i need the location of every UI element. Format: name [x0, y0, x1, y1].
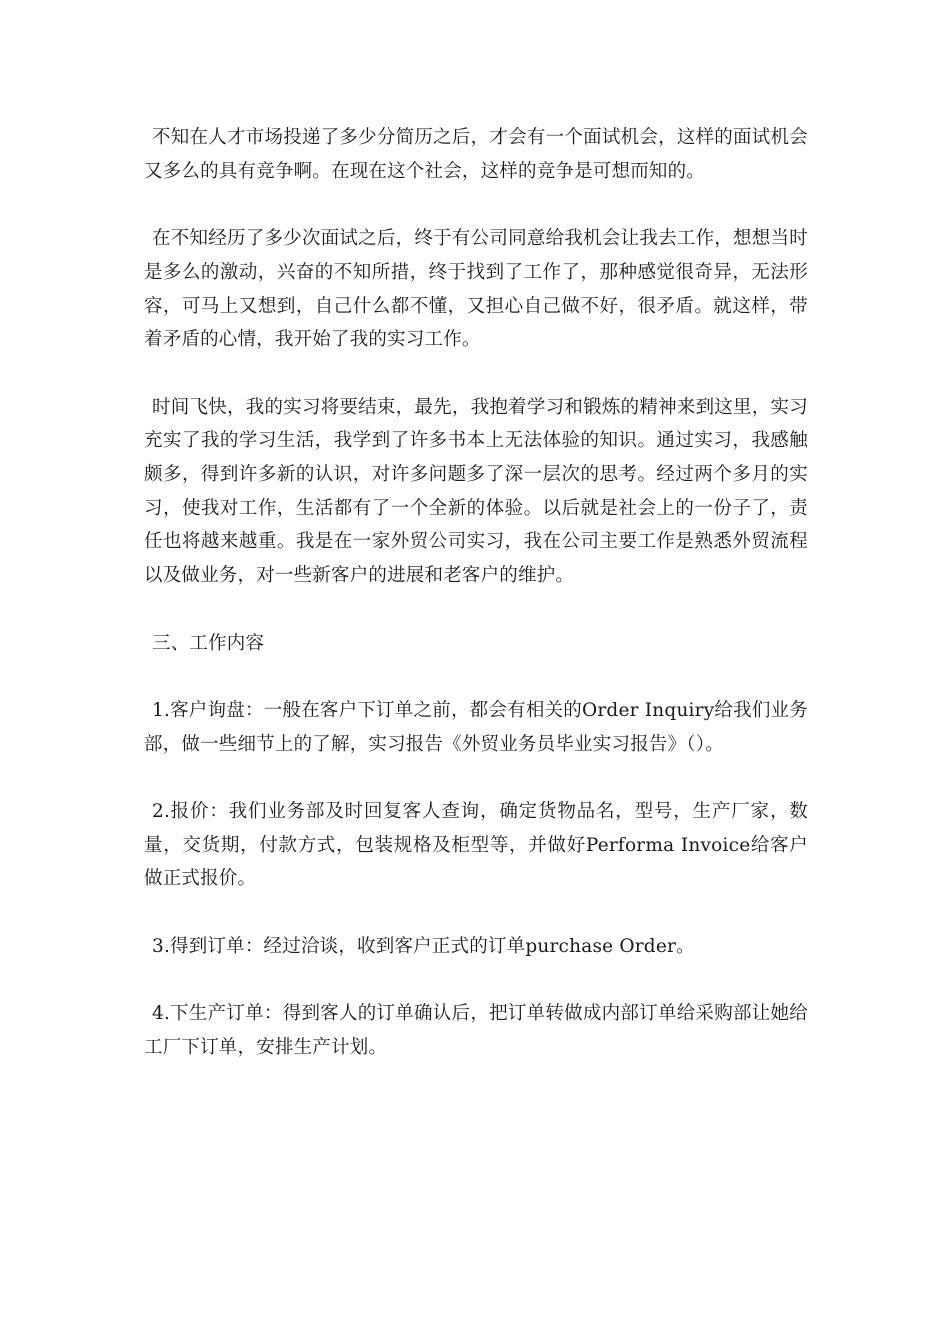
- paragraph-job-search: 不知在人才市场投递了多少分简历之后，才会有一个面试机会，这样的面试机会又多么的具有竞争啊。在现在这个社会，这样的竞争是可想而知的。: [144, 127, 808, 182]
- document-page: [144, 121, 808, 1098]
- list-item-production-order: 4.下生产订单：得到客人的订单确认后，把订单转做成内部订单给采购部让她给工厂下订单，安排生产计划。: [144, 1003, 808, 1058]
- paragraph-internship-summary: 时间飞快，我的实习将要结束，最先，我抱着学习和锻炼的精神来到这里，实习充实了我的学习生活，我学到了许多书本上无法体验的知识。通过实习，我感触颇多，得到许多新的认识，对许多问题多了深一层次的思考。经过两个多月的实习，使我对工作，生活都有了一个全新的体验。以后就是社会上的一份子了，责任也将越来越重。我是在一家外贸公司实习，我在公司主要工作是熟悉外贸流程以及做业务，对一些新客户的进展和老客户的维护。: [144, 396, 808, 587]
- list-item-quotation: 2.报价：我们业务部及时回复客人查询，确定货物品名，型号，生产厂家，数量，交货期，付款方式，包装规格及柜型等，并做好Performa Invoice给客户做正式报价。: [144, 800, 808, 890]
- section-heading-work-content: 三、工作内容: [152, 632, 265, 654]
- list-item-customer-inquiry: 1.客户询盘：一般在客户下订单之前，都会有相关的Order Inquiry给我们业务部，做一些细节上的了解，实习报告《外贸业务员毕业实习报告》（）。: [144, 699, 808, 755]
- paragraph-first-job: 在不知经历了多少次面试之后，终于有公司同意给我机会让我去工作，想想当时是多么的激动，兴奋的不知所措，终于找到了工作了，那种感觉很奇异，无法形容，可马上又想到，自己什么都不懂，又担心自己做不好，很矛盾。就这样，带着矛盾的心情，我开始了我的实习工作。: [144, 228, 808, 351]
- list-item-receive-order: 3.得到订单：经过洽谈，收到客户正式的订单purchase Order。: [152, 935, 695, 957]
